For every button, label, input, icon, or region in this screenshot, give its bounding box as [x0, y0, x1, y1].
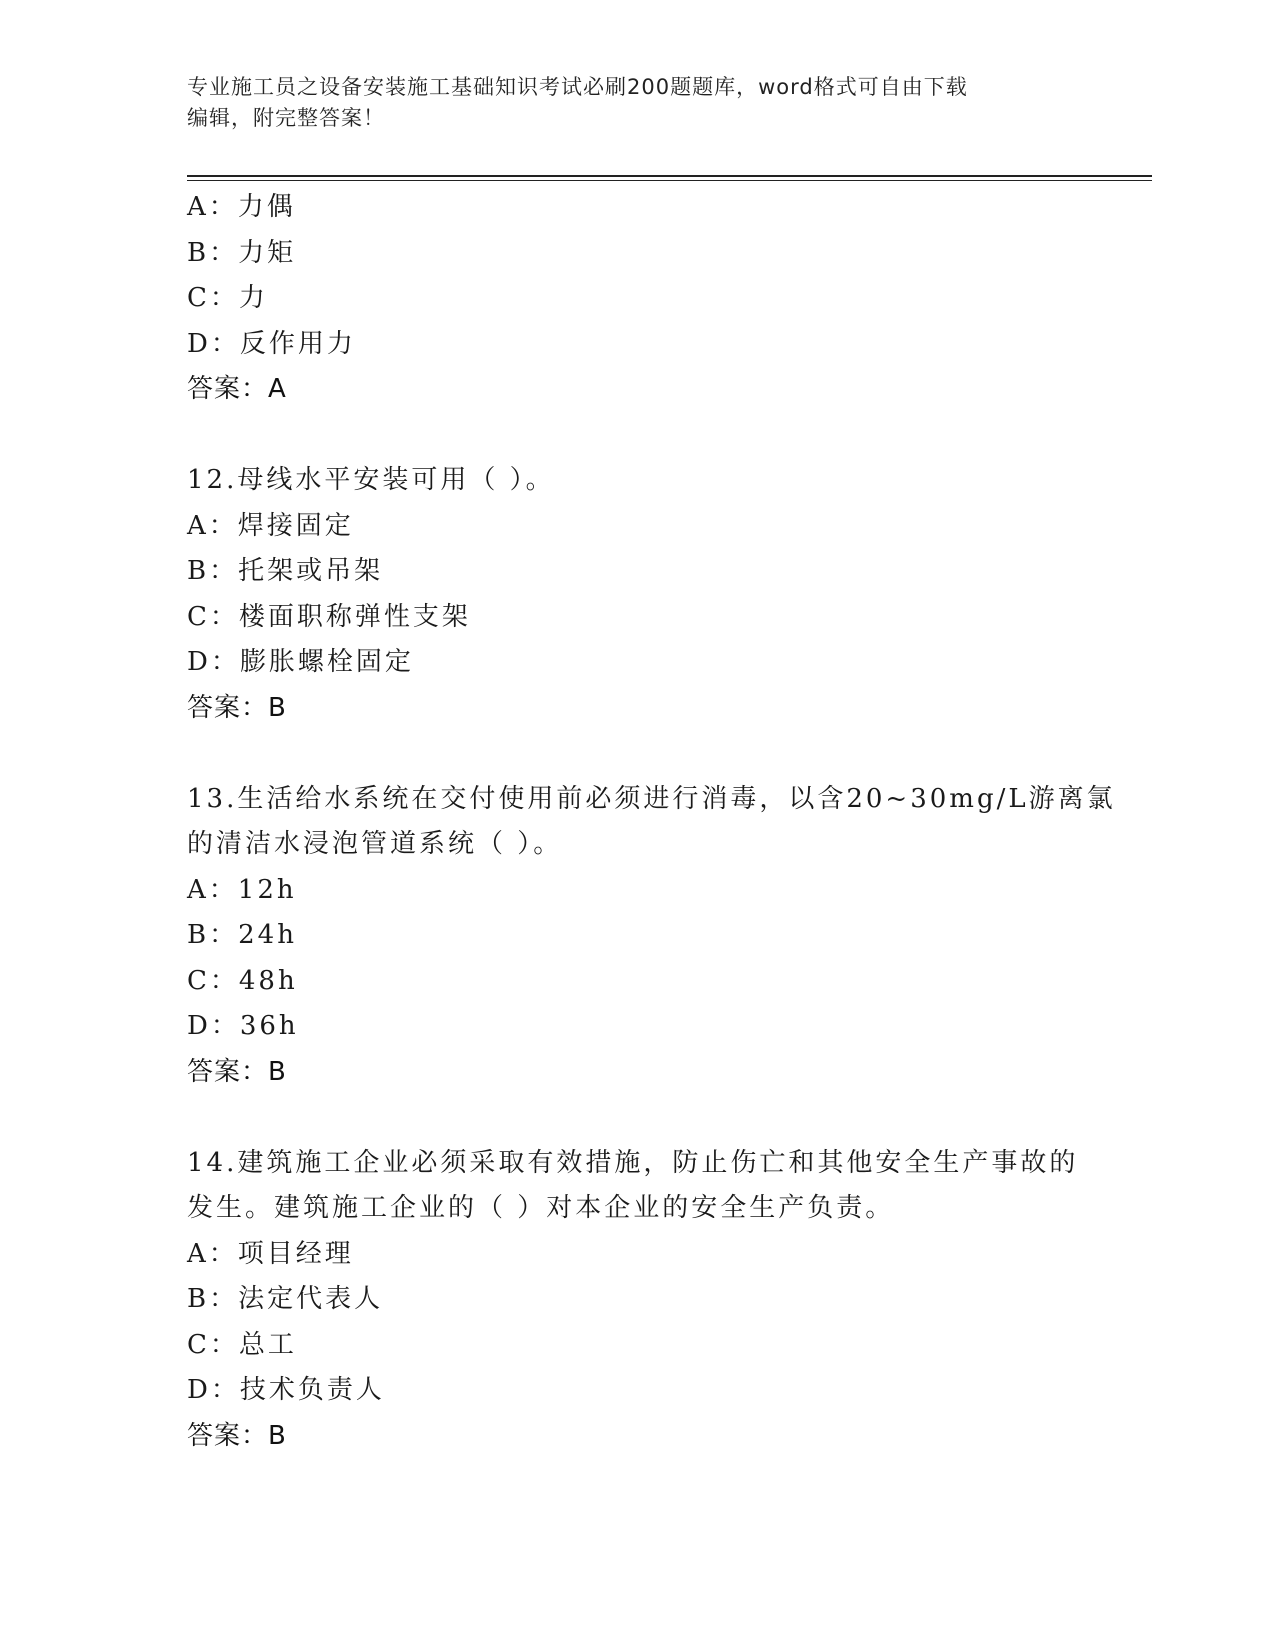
header-divider-thick	[187, 175, 1152, 177]
header-title-line-2: 编辑，附完整答案！	[187, 106, 385, 130]
answer-line: 答案：B	[187, 1420, 287, 1451]
question-13	[187, 777, 1116, 1096]
option-c: C：总工	[187, 1329, 297, 1360]
spacer	[187, 1095, 1087, 1141]
option-b: B：托架或吊架	[187, 556, 384, 586]
option-b: B：法定代表人	[187, 1284, 384, 1314]
option-b: B：24h	[187, 920, 297, 950]
question-stem-line-2: 发生。建筑施工企业的（ ）对本企业的安全生产负责。	[187, 1193, 895, 1223]
question-stem-line-2: 的清洁水浸泡管道系统（ ）。	[187, 829, 563, 859]
header-title-line-1: 专业施工员之设备安装施工基础知识考试必刷200题题库，word格式可自由下载	[187, 75, 968, 99]
option-b: B：力矩	[187, 237, 297, 268]
option-a: A：力偶	[187, 192, 296, 222]
option-c: C：力	[187, 283, 268, 313]
answer-line: 答案：A	[187, 374, 287, 404]
question-content	[187, 185, 1116, 1459]
spacer	[187, 731, 1087, 777]
option-d: D：反作用力	[187, 328, 356, 359]
question-14	[187, 1141, 1087, 1460]
option-c: C：48h	[187, 965, 298, 996]
option-a: A：项目经理	[187, 1238, 354, 1269]
answer-line: 答案：B	[187, 1056, 287, 1087]
option-a: A：12h	[187, 874, 297, 905]
question-stem: 12.母线水平安装可用（ ）。	[187, 465, 555, 495]
option-d: D：36h	[187, 1011, 299, 1041]
document-header	[187, 72, 1067, 134]
option-c: C：楼面职称弹性支架	[187, 601, 471, 632]
answer-line: 答案：B	[187, 692, 287, 723]
spacer	[187, 413, 1087, 459]
option-a: A：焊接固定	[187, 510, 354, 541]
question-stem-line-1: 14.建筑施工企业必须采取有效措施，防止伤亡和其他安全生产事故的	[187, 1147, 1079, 1178]
option-d: D：膨胀螺栓固定	[187, 647, 414, 677]
option-d: D：技术负责人	[187, 1375, 385, 1405]
question-12	[187, 458, 1087, 731]
question-11	[187, 185, 1087, 413]
question-stem-line-1: 13.生活给水系统在交付使用前必须进行消毒，以含20~30mg/L游离氯	[187, 783, 1116, 814]
header-divider-thin	[187, 180, 1152, 181]
